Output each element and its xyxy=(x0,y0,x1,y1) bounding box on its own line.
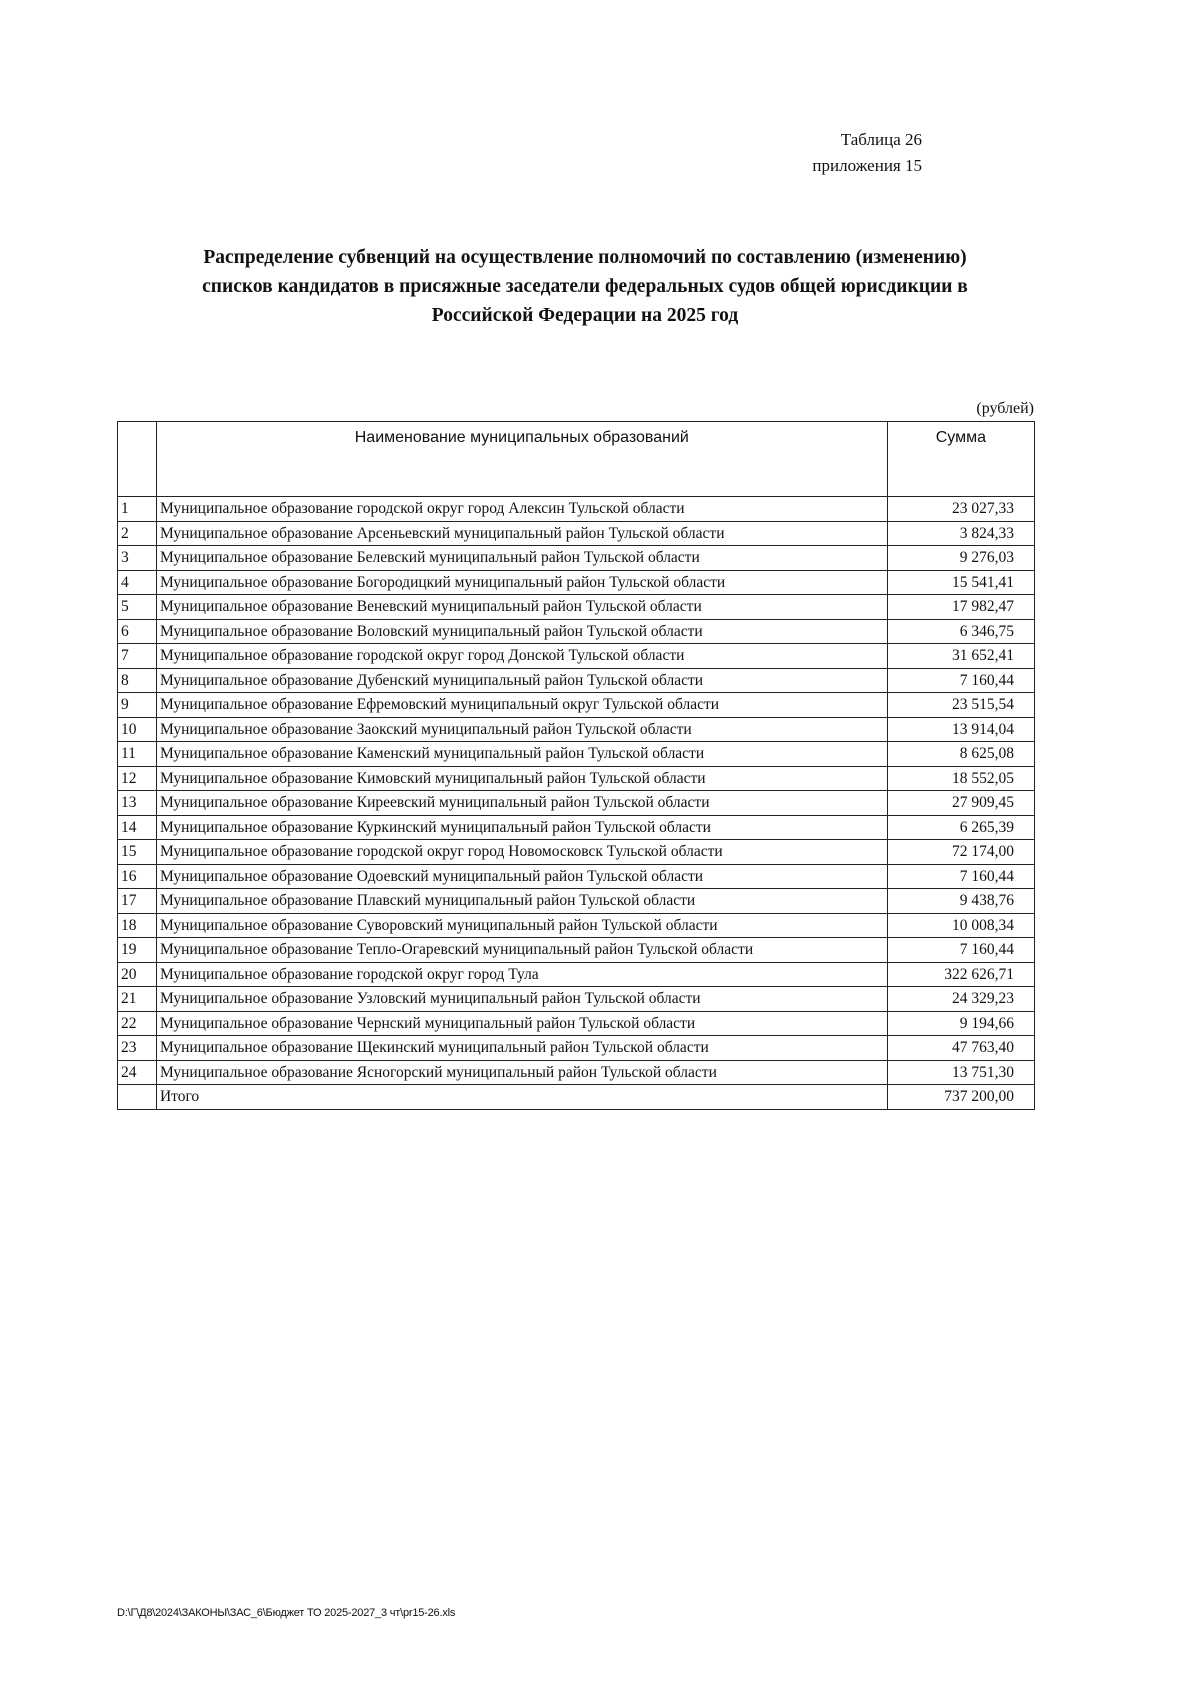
row-municipality-name: Муниципальное образование Каменский муниципальный район Тульской области xyxy=(156,742,887,767)
row-number: 11 xyxy=(118,742,157,767)
header-sum: Сумма xyxy=(887,422,1034,497)
title-line-2: списков кандидатов в присяжные заседатели федеральных судов общей юрисдикции в xyxy=(202,276,968,297)
row-number: 22 xyxy=(118,1011,157,1036)
table-row xyxy=(118,913,1035,938)
row-municipality-name: Муниципальное образование Суворовский муниципальный район Тульской области xyxy=(156,913,887,938)
total-row xyxy=(118,1085,1035,1110)
row-municipality-name: Муниципальное образование Плавский муниципальный район Тульской области xyxy=(156,889,887,914)
row-sum: 8 625,08 xyxy=(887,742,1034,767)
table-row xyxy=(118,889,1035,914)
row-number: 6 xyxy=(118,619,157,644)
table-row xyxy=(118,693,1035,718)
row-sum: 7 160,44 xyxy=(887,864,1034,889)
table-row xyxy=(118,619,1035,644)
row-number: 14 xyxy=(118,815,157,840)
table-row xyxy=(118,987,1035,1012)
total-number-cell xyxy=(118,1085,157,1110)
table-row xyxy=(118,717,1035,742)
row-number: 24 xyxy=(118,1060,157,1085)
row-number: 4 xyxy=(118,570,157,595)
table-row xyxy=(118,595,1035,620)
row-municipality-name: Муниципальное образование Белевский муниципальный район Тульской области xyxy=(156,546,887,571)
row-municipality-name: Муниципальное образование Воловский муниципальный район Тульской области xyxy=(156,619,887,644)
table-body xyxy=(118,497,1035,1085)
subventions-table xyxy=(117,421,1035,1110)
row-municipality-name: Муниципальное образование Дубенский муниципальный район Тульской области xyxy=(156,668,887,693)
row-sum: 72 174,00 xyxy=(887,840,1034,865)
file-path-footer: D:\Г\Д8\2024\ЗАКОНЫ\ЗАС_6\Бюджет ТО 2025-2027_3 чт\pr15-26.xls xyxy=(117,1607,456,1619)
table-row xyxy=(118,570,1035,595)
row-sum: 6 265,39 xyxy=(887,815,1034,840)
table-row xyxy=(118,644,1035,669)
row-sum: 3 824,33 xyxy=(887,521,1034,546)
row-municipality-name: Муниципальное образование Ефремовский муниципальный округ Тульской области xyxy=(156,693,887,718)
row-number: 9 xyxy=(118,693,157,718)
table-row xyxy=(118,962,1035,987)
row-municipality-name: Муниципальное образование Кимовский муниципальный район Тульской области xyxy=(156,766,887,791)
row-municipality-name: Муниципальное образование Щекинский муниципальный район Тульской области xyxy=(156,1036,887,1061)
total-sum: 737 200,00 xyxy=(887,1085,1034,1110)
table-row xyxy=(118,546,1035,571)
row-sum: 7 160,44 xyxy=(887,938,1034,963)
table-row xyxy=(118,497,1035,522)
row-number: 10 xyxy=(118,717,157,742)
row-municipality-name: Муниципальное образование Узловский муниципальный район Тульской области xyxy=(156,987,887,1012)
title-line-1: Распределение субвенций на осуществление полномочий по составлению (изменению) xyxy=(203,247,967,268)
row-municipality-name: Муниципальное образование Куркинский муниципальный район Тульской области xyxy=(156,815,887,840)
table-number-label: Таблица 26 xyxy=(840,130,922,149)
table-row xyxy=(118,840,1035,865)
row-number: 17 xyxy=(118,889,157,914)
row-number: 12 xyxy=(118,766,157,791)
row-municipality-name: Муниципальное образование городской округ город Тула xyxy=(156,962,887,987)
row-sum: 9 194,66 xyxy=(887,1011,1034,1036)
row-number: 13 xyxy=(118,791,157,816)
row-number: 1 xyxy=(118,497,157,522)
row-sum: 15 541,41 xyxy=(887,570,1034,595)
row-sum: 23 515,54 xyxy=(887,693,1034,718)
header-number xyxy=(118,422,157,497)
row-municipality-name: Муниципальное образование Богородицкий муниципальный район Тульской области xyxy=(156,570,887,595)
row-sum: 17 982,47 xyxy=(887,595,1034,620)
row-number: 2 xyxy=(118,521,157,546)
row-municipality-name: Муниципальное образование городской округ город Алексин Тульской области xyxy=(156,497,887,522)
row-municipality-name: Муниципальное образование Чернский муниципальный район Тульской области xyxy=(156,1011,887,1036)
title-line-3: Российской Федерации на 2025 год xyxy=(431,305,739,326)
row-sum: 13 914,04 xyxy=(887,717,1034,742)
row-municipality-name: Муниципальное образование Веневский муниципальный район Тульской области xyxy=(156,595,887,620)
total-label: Итого xyxy=(156,1085,887,1110)
row-sum: 10 008,34 xyxy=(887,913,1034,938)
row-municipality-name: Муниципальное образование Арсеньевский муниципальный район Тульской области xyxy=(156,521,887,546)
row-sum: 7 160,44 xyxy=(887,668,1034,693)
row-number: 5 xyxy=(118,595,157,620)
row-sum: 18 552,05 xyxy=(887,766,1034,791)
table-row xyxy=(118,521,1035,546)
row-number: 23 xyxy=(118,1036,157,1061)
row-municipality-name: Муниципальное образование Ясногорский муниципальный район Тульской области xyxy=(156,1060,887,1085)
row-sum: 13 751,30 xyxy=(887,1060,1034,1085)
row-number: 3 xyxy=(118,546,157,571)
row-municipality-name: Муниципальное образование городской округ город Новомосковск Тульской области xyxy=(156,840,887,865)
table-row xyxy=(118,791,1035,816)
row-sum: 9 276,03 xyxy=(887,546,1034,571)
row-number: 16 xyxy=(118,864,157,889)
appendix-label: приложения 15 xyxy=(812,156,922,175)
row-number: 20 xyxy=(118,962,157,987)
row-municipality-name: Муниципальное образование Одоевский муниципальный район Тульской области xyxy=(156,864,887,889)
row-number: 7 xyxy=(118,644,157,669)
table-header-row xyxy=(118,422,1035,497)
header-municipality-name: Наименование муниципальных образований xyxy=(156,422,887,497)
table-row xyxy=(118,766,1035,791)
table-row xyxy=(118,938,1035,963)
table-row xyxy=(118,864,1035,889)
row-number: 15 xyxy=(118,840,157,865)
row-sum: 24 329,23 xyxy=(887,987,1034,1012)
row-sum: 6 346,75 xyxy=(887,619,1034,644)
row-sum: 31 652,41 xyxy=(887,644,1034,669)
table-row xyxy=(118,1011,1035,1036)
row-number: 19 xyxy=(118,938,157,963)
document-title xyxy=(110,243,1060,330)
row-sum: 9 438,76 xyxy=(887,889,1034,914)
row-number: 8 xyxy=(118,668,157,693)
table-row xyxy=(118,815,1035,840)
row-municipality-name: Муниципальное образование Тепло-Огаревский муниципальный район Тульской области xyxy=(156,938,887,963)
table-row xyxy=(118,1060,1035,1085)
row-municipality-name: Муниципальное образование Киреевский муниципальный район Тульской области xyxy=(156,791,887,816)
row-municipality-name: Муниципальное образование Заокский муниципальный район Тульской области xyxy=(156,717,887,742)
row-number: 21 xyxy=(118,987,157,1012)
table-row xyxy=(118,1036,1035,1061)
row-sum: 23 027,33 xyxy=(887,497,1034,522)
row-sum: 322 626,71 xyxy=(887,962,1034,987)
table-row xyxy=(118,742,1035,767)
table-row xyxy=(118,668,1035,693)
row-sum: 47 763,40 xyxy=(887,1036,1034,1061)
row-sum: 27 909,45 xyxy=(887,791,1034,816)
row-number: 18 xyxy=(118,913,157,938)
row-municipality-name: Муниципальное образование городской округ город Донской Тульской области xyxy=(156,644,887,669)
currency-units-label: (рублей) xyxy=(976,400,1034,417)
